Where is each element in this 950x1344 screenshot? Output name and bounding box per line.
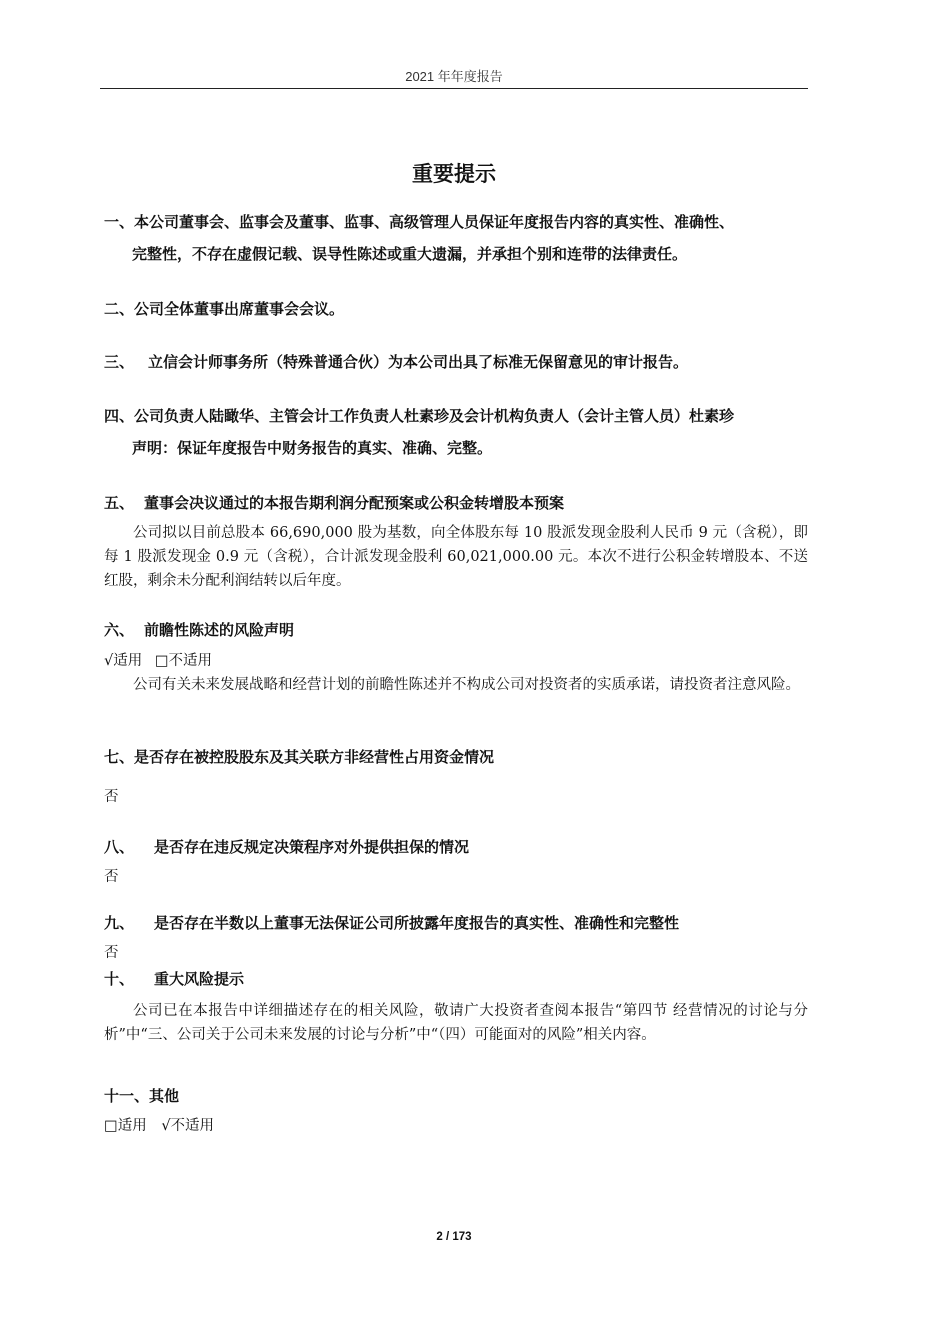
- item-number: 十、: [104, 970, 135, 988]
- item-heading: 是否存在被控股股东及其关联方非经营性占用资金情况: [134, 748, 495, 766]
- option-applicable: □适用: [104, 1118, 147, 1134]
- item-number: 五、: [104, 494, 135, 512]
- page-title: 重要提示: [412, 162, 496, 186]
- item-10: [104, 963, 808, 1047]
- page-header: 2021 年年度报告: [405, 69, 503, 84]
- option-not-applicable: □不适用: [154, 653, 213, 669]
- item-11: [104, 1080, 808, 1138]
- item-heading: 董事会决议通过的本报告期利润分配预案或公积金转增股本预案: [144, 494, 565, 512]
- item-9: [104, 907, 808, 965]
- item-body: 公司拟以目前总股本 66,690,000 股为基数，向全体股东每 10 股派发现金股利人民币 9 元（含税），即每 1 股派发现金 0.9 元（含税），合计派发现金股利 60,021,000.00 元。本次不进行公积金转增股本、不送红股，剩余未分配利润结转以后年度。: [104, 525, 808, 589]
- item-1: [104, 206, 808, 270]
- item-body: 公司已在本报告中详细描述存在的相关风险，敬请广大投资者查阅本报告“第四节 经营情况的讨论与分析”中“三、公司关于公司未来发展的讨论与分析”中“（四）可能面对的风险”相关内容。: [104, 1003, 808, 1043]
- applicability-options: [104, 1114, 808, 1138]
- item-3: [104, 346, 808, 378]
- applicability-options: [104, 649, 808, 673]
- item-text-line: 声明：保证年度报告中财务报告的真实、准确、完整。: [132, 439, 493, 457]
- item-heading: 重大风险提示: [154, 970, 245, 988]
- item-text: 公司全体董事出席董事会会议。: [134, 300, 345, 318]
- item-answer: 否: [104, 869, 119, 885]
- item-number: 四、: [104, 407, 135, 425]
- item-heading: 是否存在违反规定决策程序对外提供担保的情况: [154, 838, 470, 856]
- item-number: 十一、: [104, 1087, 150, 1105]
- item-answer: 否: [104, 945, 119, 961]
- item-heading: 前瞻性陈述的风险声明: [144, 621, 295, 639]
- item-number: 七、: [104, 748, 135, 766]
- item-4: [104, 400, 808, 464]
- item-number: 九、: [104, 914, 135, 932]
- item-body: 公司有关未来发展战略和经营计划的前瞻性陈述并不构成公司对投资者的实质承诺，请投资者注意风险。: [133, 677, 800, 693]
- item-number: 六、: [104, 621, 135, 639]
- item-7: [104, 741, 808, 809]
- item-text-line: 完整性，不存在虚假记载、误导性陈述或重大遗漏，并承担个别和连带的法律责任。: [132, 245, 688, 263]
- item-5: [104, 487, 808, 593]
- item-2: [104, 293, 808, 325]
- item-heading: 是否存在半数以上董事无法保证公司所披露年度报告的真实性、准确性和完整性: [154, 914, 680, 932]
- option-not-applicable-checked: √不适用: [161, 1118, 215, 1134]
- item-number: 二、: [104, 300, 135, 318]
- item-text-line: 本公司董事会、监事会及董事、监事、高级管理人员保证年度报告内容的真实性、准确性、: [134, 213, 735, 231]
- item-number: 八、: [104, 838, 135, 856]
- header-divider: [100, 88, 808, 89]
- item-text: 立信会计师事务所（特殊普通合伙）为本公司出具了标准无保留意见的审计报告。: [148, 353, 689, 371]
- item-number: 三、: [104, 353, 135, 371]
- page-number: 2 / 173: [436, 1231, 472, 1243]
- item-6: [104, 614, 808, 697]
- item-8: [104, 831, 808, 889]
- item-heading: 其他: [149, 1087, 180, 1105]
- item-number: 一、: [104, 213, 135, 231]
- option-applicable-checked: √适用: [104, 653, 143, 669]
- item-answer: 否: [104, 789, 119, 805]
- item-text-line: 公司负责人陆瞰华、主管会计工作负责人杜素珍及会计机构负责人（会计主管人员）杜素珍: [134, 407, 735, 425]
